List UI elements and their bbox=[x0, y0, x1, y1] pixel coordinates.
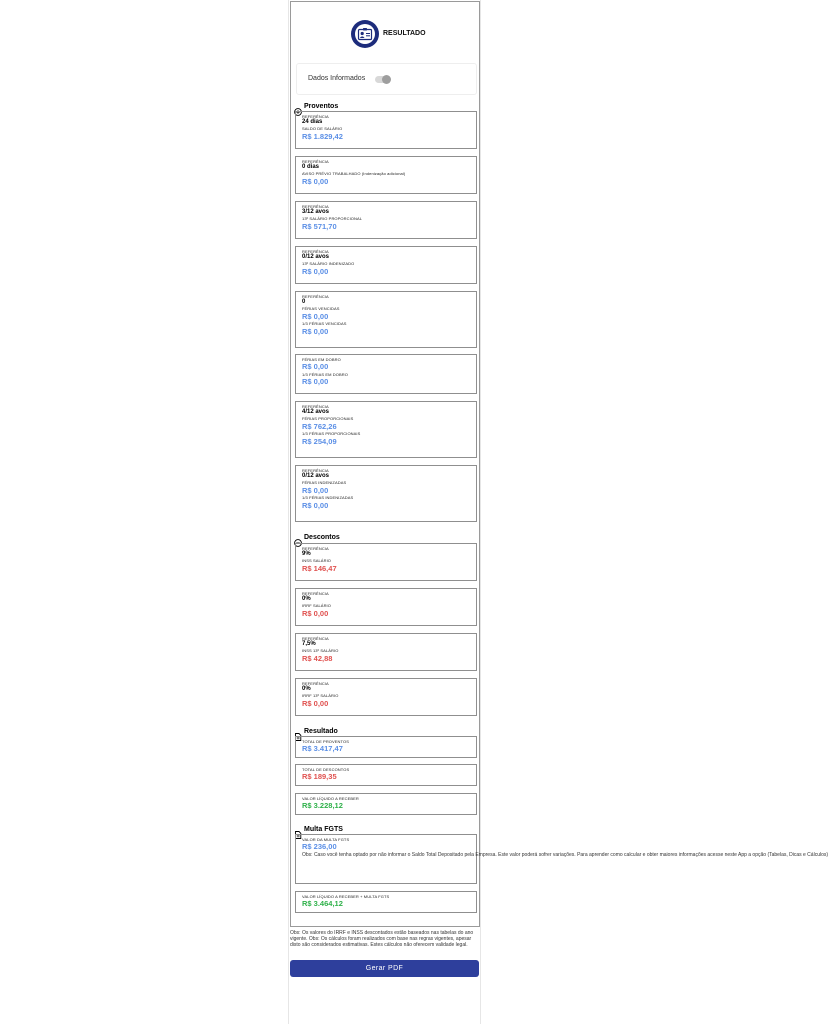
amount-value: R$ 146,47 bbox=[302, 563, 337, 573]
multa-card bbox=[295, 891, 477, 913]
amount-value: R$ 0,00 bbox=[302, 485, 329, 495]
section-title: Proventos bbox=[304, 103, 339, 110]
amount-value: R$ 189,35 bbox=[302, 772, 337, 781]
amount-value: R$ 3.464,12 bbox=[302, 899, 343, 908]
gerar-pdf-button[interactable]: Gerar PDF bbox=[290, 960, 479, 977]
reference-label: REFERÊNCIA bbox=[302, 248, 329, 254]
multa-card bbox=[295, 834, 828, 884]
1-3-ferias-vencidas-label: 1/3 FÉRIAS VENCIDAS bbox=[302, 321, 347, 326]
result-panel bbox=[290, 1, 828, 927]
amount-value: R$ 0,00 bbox=[302, 377, 329, 386]
reference-value: 0/12 avos bbox=[302, 254, 330, 260]
amount-value: R$ 762,26 bbox=[302, 421, 337, 431]
reference-label: REFERÊNCIA bbox=[302, 158, 329, 164]
inss-13-salario-label: INSS 13º SALÁRIO bbox=[302, 648, 339, 653]
reference-label: REFERÊNCIA bbox=[302, 680, 329, 686]
descontos-card bbox=[295, 678, 477, 716]
amount-value: R$ 0,00 bbox=[302, 176, 329, 186]
proventos-card bbox=[295, 246, 477, 284]
ferias-em-dobro-label: FÉRIAS EM DOBRO bbox=[302, 356, 341, 362]
reference-value: 7,5% bbox=[302, 641, 316, 647]
amount-value: R$ 3.228,12 bbox=[302, 801, 343, 810]
amount-value: R$ 0,00 bbox=[302, 266, 329, 276]
amount-value: R$ 0,00 bbox=[302, 311, 329, 321]
proventos-card bbox=[295, 111, 477, 149]
reference-label: REFERÊNCIA bbox=[302, 113, 329, 119]
proventos-card bbox=[295, 465, 477, 522]
ferias-proporcionais-label: FÉRIAS PROPORCIONAIS bbox=[302, 416, 354, 421]
amount-value: R$ 236,00 bbox=[302, 842, 337, 851]
amount-value: R$ 254,09 bbox=[302, 436, 337, 446]
total-de-descontos-label: TOTAL DE DESCONTOS bbox=[302, 766, 350, 772]
plus-circle-icon bbox=[294, 103, 302, 111]
valor-da-multa-fgts-label: VALOR DA MULTA FGTS bbox=[302, 836, 350, 842]
reference-value: 0 dias bbox=[302, 164, 320, 170]
resultado-card bbox=[295, 793, 477, 815]
amount-value: R$ 42,88 bbox=[302, 653, 333, 663]
proventos-card bbox=[295, 401, 477, 458]
proventos-card bbox=[295, 201, 477, 239]
reference-value: 9% bbox=[302, 551, 311, 557]
section-title: Resultado bbox=[304, 728, 338, 735]
reference-label: REFERÊNCIA bbox=[302, 635, 329, 641]
reference-value: 0/12 avos bbox=[302, 473, 330, 479]
valor-liquido-a-receber-multa-fgts-label: VALOR LÍQUIDO A RECEBER + MULTA FGTS bbox=[302, 893, 390, 899]
inss-salario-label: INSS SALÁRIO bbox=[302, 558, 331, 563]
reference-value: 24 dias bbox=[302, 119, 323, 125]
descontos-card bbox=[295, 633, 477, 671]
reference-label: REFERÊNCIA bbox=[302, 403, 329, 409]
valor-liquido-a-receber-label: VALOR LÍQUIDO A RECEBER bbox=[302, 795, 359, 801]
reference-value: 0% bbox=[302, 686, 311, 692]
13-salario-indenizado-label: 13º SALÁRIO INDENIZADO bbox=[302, 261, 355, 266]
proventos-card bbox=[295, 291, 477, 348]
amount-value: R$ 3.417,47 bbox=[302, 744, 343, 753]
proventos-card bbox=[295, 354, 477, 394]
reference-label: REFERÊNCIA bbox=[302, 467, 329, 473]
dados-informados-label: Dados Informados bbox=[308, 75, 366, 82]
id-card-icon bbox=[351, 20, 379, 48]
document-icon bbox=[294, 826, 302, 834]
reference-value: 3/12 avos bbox=[302, 209, 330, 215]
irrf-13-salario-label: IRRF 13º SALÁRIO bbox=[302, 693, 339, 698]
result-header bbox=[291, 20, 479, 50]
page-title: RESULTADO bbox=[383, 30, 426, 37]
resultado-card bbox=[295, 736, 477, 758]
reference-label: REFERÊNCIA bbox=[302, 203, 329, 209]
observation-text: Obs: Caso você tenha optado por não informar o Saldo Total Depositado pela Empresa. Este valor poderá sofrer variações. Para aprender como calcular e obter maiores informações acesse neste App a opção (Tabelas, Dicas e Cálculos) bbox=[302, 851, 828, 858]
amount-value: R$ 1.829,42 bbox=[302, 131, 343, 141]
section-title: Descontos bbox=[304, 534, 340, 541]
resultado-card bbox=[295, 764, 477, 786]
document-icon bbox=[294, 728, 302, 736]
amount-value: R$ 0,00 bbox=[302, 608, 329, 618]
aviso-previo-trabalhado-indenizacao-adicional-label: AVISO PRÉVIO TRABALHADO (Indenização adicional) bbox=[302, 171, 406, 176]
ferias-indenizadas-label: FÉRIAS INDENIZADAS bbox=[302, 480, 347, 485]
reference-label: REFERÊNCIA bbox=[302, 545, 329, 551]
amount-value: R$ 0,00 bbox=[302, 500, 329, 510]
app-screen bbox=[288, 0, 828, 1024]
ferias-vencidas-label: FÉRIAS VENCIDAS bbox=[302, 306, 340, 311]
1-3-ferias-indenizadas-label: 1/3 FÉRIAS INDENIZADAS bbox=[302, 495, 354, 500]
descontos-card bbox=[295, 588, 477, 626]
total-de-proventos-label: TOTAL DE PROVENTOS bbox=[302, 738, 349, 744]
reference-value: 4/12 avos bbox=[302, 409, 330, 415]
section-title: Multa FGTS bbox=[304, 826, 343, 833]
13-salario-proporcional-label: 13º SALÁRIO PROPORCIONAL bbox=[302, 216, 363, 221]
reference-value: 0% bbox=[302, 596, 311, 602]
descontos-card bbox=[295, 543, 477, 581]
proventos-card bbox=[295, 156, 477, 194]
amount-value: R$ 0,00 bbox=[302, 698, 329, 708]
irrf-salario-label: IRRF SALÁRIO bbox=[302, 603, 331, 608]
reference-value: 0 bbox=[302, 299, 306, 305]
minus-circle-icon bbox=[294, 534, 302, 542]
amount-value: R$ 571,70 bbox=[302, 221, 337, 231]
saldo-de-salario-label: SALDO DE SALÁRIO bbox=[302, 126, 343, 131]
amount-value: R$ 0,00 bbox=[302, 362, 329, 371]
dados-informados-box bbox=[296, 63, 477, 95]
1-3-ferias-proporcionais-label: 1/3 FÉRIAS PROPORCIONAIS bbox=[302, 431, 361, 436]
footnote-text: Obs: Os valores do IRRF e INSS descontados estão baseados nas tabelas do ano vigente. Obs: Os cálculos foram realizados com base nas regras vigentes, apesar disto são considerados estimativas. Estes cálculos não oferecem validade legal. bbox=[290, 930, 474, 948]
dados-informados-toggle[interactable] bbox=[375, 76, 389, 83]
1-3-ferias-em-dobro-label: 1/3 FÉRIAS EM DOBRO bbox=[302, 371, 348, 377]
reference-label: REFERÊNCIA bbox=[302, 293, 329, 299]
reference-label: REFERÊNCIA bbox=[302, 590, 329, 596]
toggle-knob bbox=[382, 75, 391, 84]
amount-value: R$ 0,00 bbox=[302, 326, 329, 336]
